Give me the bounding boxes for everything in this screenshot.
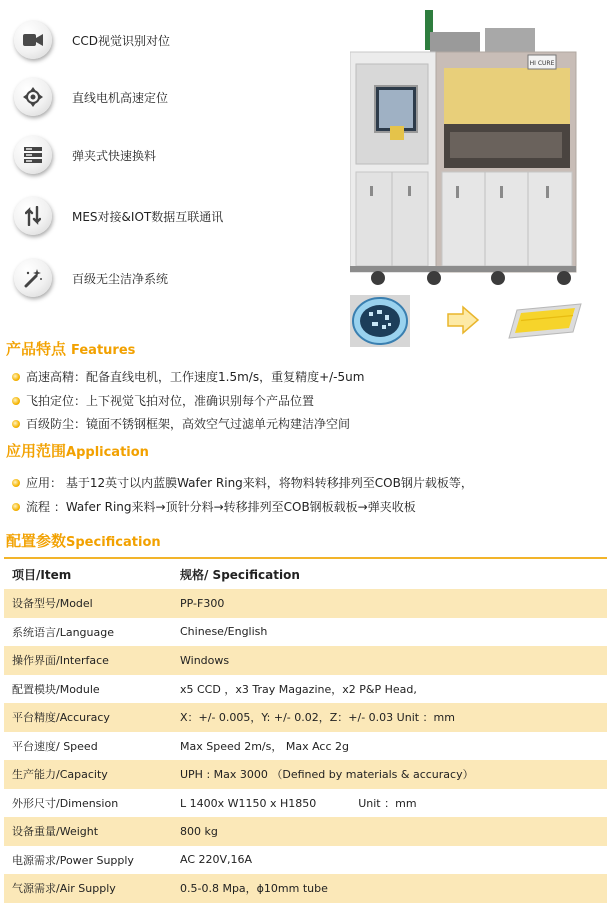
spec-item: 平台精度/Accuracy: [4, 703, 172, 732]
spec-value: Max Speed 2m/s， Max Acc 2g: [180, 739, 350, 753]
spec-header-spec: 规格/ Specification: [180, 567, 300, 582]
spec-item: 设备重量/Weight: [4, 817, 172, 846]
application-bullet: 应用： 基于12英寸以内蓝膜Wafer Ring来料，将物料转移排列至COB钢片载板等，: [12, 474, 473, 491]
spec-value: AC 220V,16A: [180, 853, 253, 867]
magic-wand-icon: [14, 259, 52, 297]
feature-label: CCD视觉识别对位: [72, 33, 170, 48]
machine-illustration: [350, 8, 580, 286]
table-row: [4, 703, 607, 732]
spec-table: [4, 559, 607, 903]
application-bullet: 流程 ：Wafer Ring来料→顶针分料→转移排列至COB钢板载板→弹夹收板: [12, 498, 416, 515]
spec-value: UPH : Max 3000 （Defined by materials & accuracy）: [172, 760, 607, 789]
spec-value: 800 kg: [172, 817, 607, 846]
spec-header-row: [4, 559, 607, 589]
feature-label: 百级无尘洁净系统: [72, 271, 169, 286]
table-row: [4, 760, 607, 789]
spec-item: 生产能力/Capacity: [4, 760, 172, 789]
table-row: [4, 675, 607, 704]
section-title-application: 应用范围Application: [6, 442, 149, 460]
feature-item-mes: [14, 197, 223, 235]
table-row: [4, 618, 607, 647]
spec-header-item: 项目/Item: [12, 567, 72, 582]
spec-item: 系统语言/Language: [12, 625, 114, 639]
crosshair-move-icon: [14, 78, 52, 116]
spec-value: X：+/- 0.005，Y: +/- 0.02，Z：+/- 0.03 Unit ：mm: [172, 703, 607, 732]
feature-bullet: 飞拍定位：上下视觉飞拍对位，准确识别每个产品位置: [12, 392, 314, 409]
table-row: [4, 874, 607, 903]
spec-item: 设备型号/Model: [4, 589, 172, 618]
table-row: [4, 789, 607, 818]
spec-value: Windows: [172, 646, 607, 675]
feature-item-ccd: [14, 21, 170, 59]
feature-item-cleanroom: [14, 259, 168, 297]
wafer-ring-image: [350, 295, 410, 351]
bullet-dot-icon: [12, 397, 20, 405]
section-title-features: 产品特点 Features: [6, 340, 136, 358]
table-row: [4, 589, 607, 618]
bullet-dot-icon: [12, 373, 20, 381]
feature-bullet: 百级防尘：镜面不锈钢框架，高效空气过滤单元构建洁净空间: [12, 415, 350, 432]
feature-item-magazine: [14, 136, 156, 174]
spec-item: 操作界面/Interface: [4, 646, 172, 675]
spec-item: 平台速度/ Speed: [12, 739, 98, 753]
spec-item: 外形尺寸/Dimension: [12, 796, 119, 810]
table-row: [4, 817, 607, 846]
feature-label: 弹夹式快速换料: [72, 148, 157, 163]
table-row: [4, 732, 607, 761]
spec-item: 配置模块/Module: [12, 682, 100, 696]
spec-item: 电源需求/Power Supply: [12, 853, 134, 867]
machine-logo: HI CURE: [529, 60, 555, 67]
sync-arrows-icon: [14, 197, 52, 235]
cob-steel-board-image: [507, 300, 583, 344]
camera-icon: [14, 21, 52, 59]
server-rack-icon: [14, 136, 52, 174]
bullet-dot-icon: [12, 503, 20, 511]
bullet-dot-icon: [12, 479, 20, 487]
table-row: [4, 846, 607, 875]
spec-item: 气源需求/Air Supply: [4, 874, 172, 903]
spec-value: x5 CCD ，x3 Tray Magazine，x2 P&P Head,: [180, 682, 417, 696]
spec-value: PP-F300: [172, 589, 607, 618]
spec-value: Chinese/English: [180, 625, 268, 639]
feature-item-linear-motor: [14, 78, 168, 116]
feature-bullet: 高速高精：配备直线电机，工作速度1.5m/s，重复精度+/-5um: [12, 368, 364, 385]
spec-value: L 1400x W1150 x H1850 Unit ：mm: [180, 796, 417, 810]
feature-label: 直线电机高速定位: [72, 90, 169, 105]
arrow-right-icon: [446, 305, 480, 339]
bullet-dot-icon: [12, 420, 20, 428]
table-row: [4, 646, 607, 675]
feature-label: MES对接&IOT数据互联通讯: [72, 209, 224, 224]
spec-value: 0.5-0.8 Mpa，ϕ10mm tube: [172, 874, 607, 903]
section-title-spec: 配置参数Specification: [6, 532, 161, 550]
